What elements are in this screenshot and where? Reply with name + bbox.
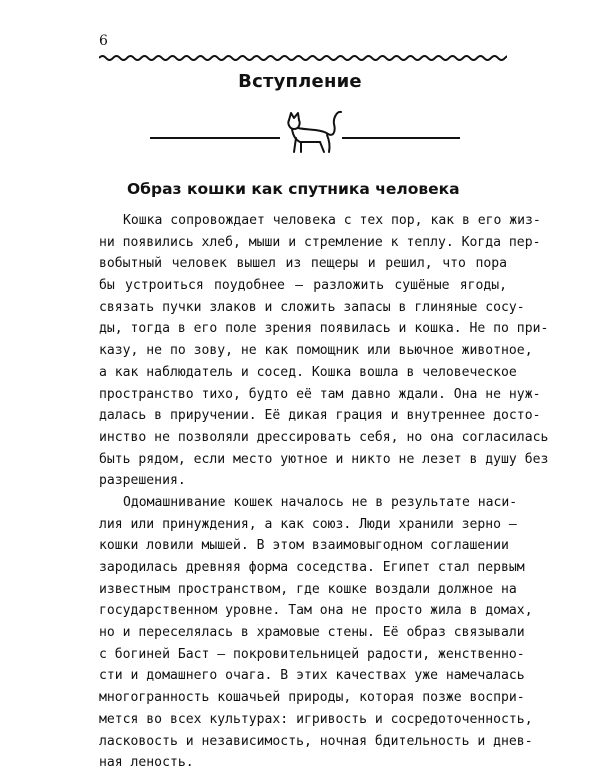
text-line: лия или принуждения, а как союз. Люди хранили зерно — bbox=[99, 516, 517, 532]
paragraph bbox=[99, 210, 549, 492]
text-line: ды, тогда в его поле зрения появилась и кошка. Не по при- bbox=[99, 321, 549, 337]
text-line: разрешения. bbox=[99, 473, 186, 489]
text-line: бы устроиться поудобнее — разложить сушёные ягоды, bbox=[99, 278, 507, 294]
body-text bbox=[99, 210, 549, 774]
text-line: Кошка сопровождает человека с тех пор, как в его жиз- bbox=[123, 213, 541, 228]
text-line: кошки ловили мышей. В этом взаимовыгодном соглашении bbox=[99, 538, 509, 554]
text-line: далась в приручении. Её дикая грация и внутреннее досто- bbox=[99, 408, 541, 424]
text-line: вобытный человек вышел из пещеры и решил, что пора bbox=[99, 256, 507, 272]
text-line: инство не позволяли дрессировать себя, но она согласилась bbox=[99, 429, 549, 445]
page-number: 6 bbox=[99, 33, 108, 49]
section-title: Образ кошки как спутника человека bbox=[127, 180, 460, 198]
text-line: ласковость и независимость, ночная бдительность и днев- bbox=[99, 733, 533, 749]
text-line: мется во всех культурах: игривость и сосредоточенность, bbox=[99, 711, 533, 727]
text-line: известным пространством, где кошке воздали должное на bbox=[99, 581, 517, 597]
text-line: с богиней Баст — покровительницей радости, женственно- bbox=[99, 646, 525, 662]
text-line: а как наблюдатель и сосед. Кошка вошла в человеческое bbox=[99, 364, 517, 380]
text-line: государственном уровне. Там она не просто жила в домах, bbox=[99, 603, 533, 619]
text-line: пространство тихо, будто её там давно ждали. Она не нуж- bbox=[99, 386, 541, 402]
wavy-rule-divider bbox=[99, 51, 507, 65]
text-line: Одомашнивание кошек началось не в результате наси- bbox=[123, 494, 518, 510]
text-line: многогранность кошачьей природы, которая позже воспри- bbox=[99, 690, 525, 706]
cat-icon bbox=[288, 112, 341, 152]
paragraph bbox=[99, 492, 533, 774]
text-line: ная леность. bbox=[99, 755, 194, 771]
text-line: зародилась древняя форма соседства. Египет стал первым bbox=[99, 560, 525, 575]
chapter-title: Вступление bbox=[238, 71, 362, 92]
text-line: быть рядом, если место уютное и никто не лезет в душу без bbox=[99, 451, 549, 467]
text-line: ни появились хлеб, мыши и стремление к теплу. Когда пер- bbox=[99, 234, 541, 250]
text-line: связать пучки злаков и сложить запасы в глиняные сосу- bbox=[99, 299, 525, 315]
text-line: казу, не по зову, не как помощник или вьючное животное, bbox=[99, 343, 533, 359]
text-line: но и переселялась в храмовые стены. Её образ связывали bbox=[99, 625, 525, 641]
text-line: сти и домашнего очага. В этих качествах уже намечалась bbox=[99, 668, 525, 684]
cat-divider bbox=[150, 104, 460, 160]
